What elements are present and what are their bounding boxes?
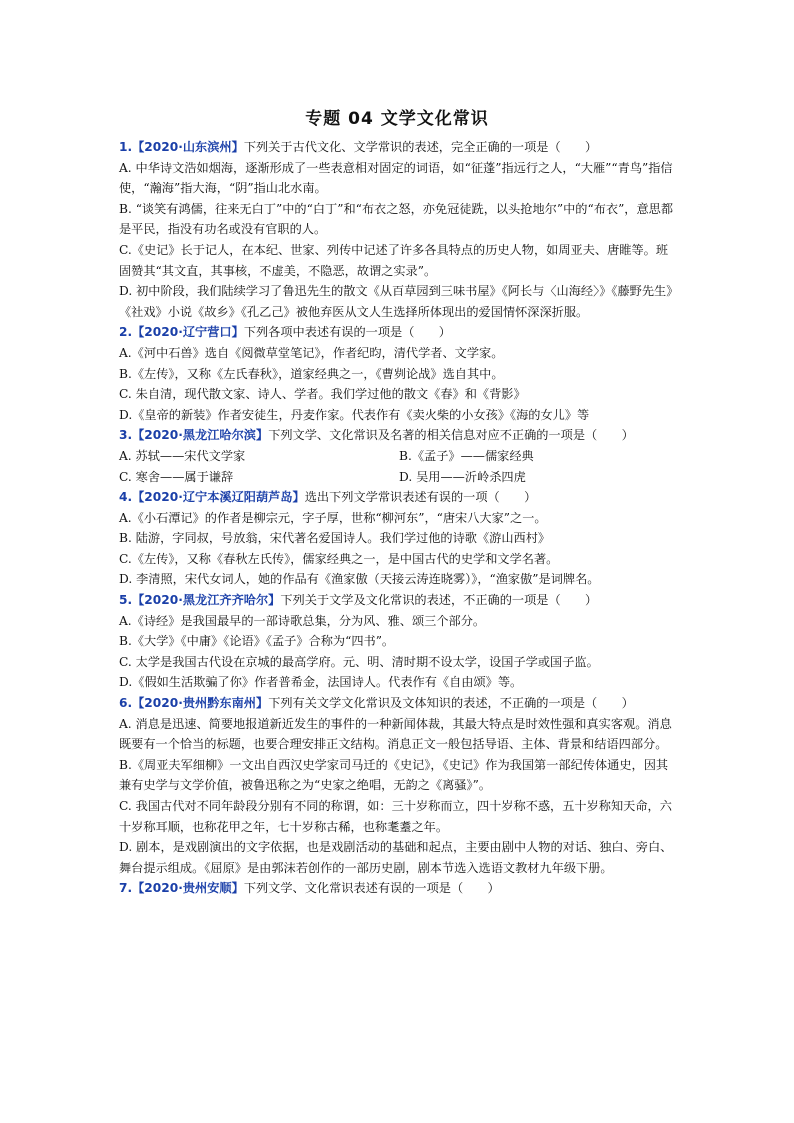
option-c: C. 太学是我国古代设在京城的最高学府。元、明、清时期不设太学，设国子学或国子监。 [119, 654, 599, 669]
question-5 [119, 590, 679, 693]
question-source: 【2020·贵州黔东南州】 [132, 696, 269, 711]
question-number: 5. [119, 593, 133, 608]
question-2 [119, 322, 679, 425]
question-1 [119, 137, 679, 322]
question-stem: 下列关于古代文化、文学常识的表述，完全正确的一项是（ ） [243, 140, 598, 154]
option-a: A. 中华诗文浩如烟海，逐渐形成了一些表意相对固定的词语，如“征蓬”指远行之人，“大雁”“青鸟”指信使，“瀚海”指大海，“阴”指山北水南。 [119, 160, 673, 196]
question-4 [119, 487, 679, 590]
option-b: B. 陆游，字同叔，号放翁，宋代著名爱国诗人。我们学过他的诗歌《游山西村》 [119, 531, 551, 546]
question-source: 【2020·辽宁营口】 [132, 325, 244, 340]
option-a: A.《河中石兽》选自《阅微草堂笔记》，作者纪昀，清代学者、文学家。 [119, 345, 504, 360]
question-number: 1. [119, 140, 133, 154]
option-a: A. 苏轼——宋代文学家 [119, 448, 246, 463]
question-number: 3. [119, 428, 133, 443]
option-c: C. 寒舍——属于谦辞 [119, 469, 234, 484]
option-c: C. 朱自清，现代散文家、诗人、学者。我们学过他的散文《春》和《背影》 [119, 387, 526, 402]
question-source: 【2020·黑龙江齐齐哈尔】 [132, 593, 281, 608]
question-source: 【2020·贵州安顺】 [132, 881, 244, 896]
question-source: 【2020·山东滨州】 [132, 140, 244, 154]
option-d: D. 吴用——沂岭杀四虎 [399, 469, 526, 484]
option-b: B. “谈笑有鸿儒，往来无白丁”中的“白丁”和“布衣之怒，亦免冠徒跣，以头抢地尔”中的“布衣”，意思都是平民，指没有功名或没有官职的人。 [119, 201, 674, 237]
question-6 [119, 693, 679, 878]
option-c: C.《左传》，又称《春秋左氏传》，儒家经典之一，是中国古代的史学和文学名著。 [119, 551, 559, 566]
option-d: D.《假如生活欺骗了你》作者普希金，法国诗人。代表作有《自由颂》等。 [119, 675, 523, 690]
option-d: D. 李清照，宋代女词人，她的作品有《渔家傲（天接云涛连晓雾）》，“渔家傲”是词牌名。 [119, 572, 600, 587]
option-a: A.《小石潭记》的作者是柳宗元，字子厚，世称“柳河东”，“唐宋八大家”之一。 [119, 510, 547, 525]
question-source: 【2020·辽宁本溪辽阳葫芦岛】 [132, 490, 305, 505]
question-stem: 下列文学、文化常识表述有误的一项是（ ） [243, 881, 500, 896]
option-b: B.《孟子》——儒家经典 [399, 448, 534, 463]
option-a: A. 消息是迅速、简要地报道新近发生的事件的一种新闻体裁，其最大特点是时效性强和真实客观。消息既要有一个恰当的标题，也要合理安排正文结构。消息正文一般包括导语、主体、背景和结语四部分。 [119, 716, 672, 752]
question-source: 【2020·黑龙江哈尔滨】 [132, 428, 269, 443]
option-a: A.《诗经》是我国最早的一部诗歌总集，分为风、雅、颂三个部分。 [119, 613, 486, 628]
question-number: 2. [119, 325, 133, 340]
option-d: D. 初中阶段，我们陆续学习了鲁迅先生的散文《从百草园到三味书屋》《阿长与〈山海经〉》《藤野先生》《社戏》小说《故乡》《孔乙己》被他弃医从文人生选择所体现出的爱国情怀深深折服。 [119, 284, 679, 319]
question-number: 7. [119, 881, 133, 896]
option-b: B.《左传》，又称《左氏春秋》，道家经典之一，《曹刿论战》选自其中。 [119, 366, 504, 381]
question-stem: 下列文学、文化常识及名著的相关信息对应不正确的一项是（ ） [268, 428, 634, 443]
option-d: D. 剧本，是戏剧演出的文字依据，也是戏剧活动的基础和起点，主要由剧中人物的对话、独白、旁白、舞台提示组成。《屈原》是由郭沫若创作的一部历史剧，剧本节选入选语文教材九年级下册。 [119, 840, 673, 875]
question-7 [119, 878, 679, 899]
page-title: 专题 04 文学文化常识 [305, 109, 489, 129]
option-d: D.《皇帝的新装》作者安徒生，丹麦作家。代表作有《卖火柴的小女孩》《海的女儿》等 [119, 407, 590, 422]
question-stem: 下列各项中表述有误的一项是（ ） [243, 325, 451, 340]
question-stem: 选出下列文学常识表述有误的一项（ ） [304, 490, 537, 505]
question-stem: 下列有关文学文化常识及文体知识的表述，不正确的一项是（ ） [268, 696, 634, 711]
question-stem: 下列关于文学及文化常识的表述，不正确的一项是（ ） [280, 593, 598, 608]
question-number: 6. [119, 696, 133, 711]
option-c: C.《史记》长于记人，在本纪、世家、列传中记述了许多各具特点的历史人物，如周亚夫、唐睢等。班固赞其“其文直，其事核，不虚美，不隐恶，故谓之实录”。 [119, 242, 669, 278]
option-c: C. 我国古代对不同年龄段分别有不同的称谓，如：三十岁称而立，四十岁称不惑，五十岁称知天命，六十岁称耳顺，也称花甲之年，七十岁称古稀，也称耄耋之年。 [119, 799, 672, 834]
question-number: 4. [119, 490, 133, 505]
question-list [119, 137, 679, 899]
option-b: B.《大学》《中庸》《论语》《孟子》合称为“四书”。 [119, 634, 395, 649]
question-3 [119, 425, 679, 487]
option-b: B.《周亚夫军细柳》一文出自西汉史学家司马迁的《史记》，《史记》作为我国第一部纪传体通史，因其兼有史学与文学价值，被鲁迅称之为“史家之绝唱，无韵之《离骚》”。 [119, 757, 669, 793]
